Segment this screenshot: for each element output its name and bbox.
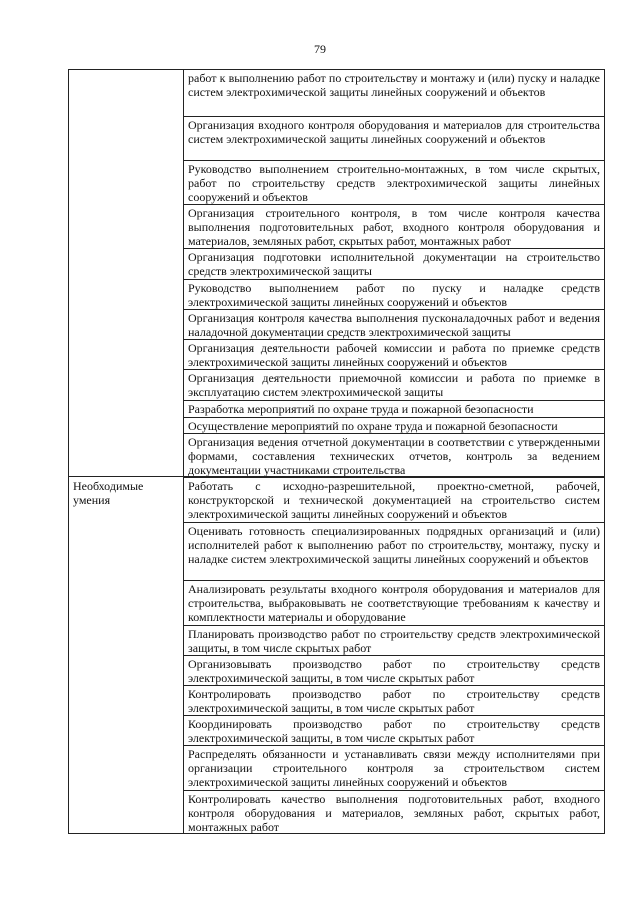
table-row: Организация деятельности приемочной комиссии и работа по приемке в эксплуатацию систем электрохимической защиты (184, 369, 604, 400)
table-row: Организация входного контроля оборудования и материалов для строительства систем электрохимической защиты линейных сооружений и объектов (184, 116, 604, 160)
table-row: Осуществление мероприятий по охране труда и пожарной безопасности (184, 417, 604, 433)
table-row: Анализировать результаты входного контроля оборудования и материалов для строительства, выбраковывать не соответствующие требованиям к качеству и комплектности материалы и оборудование (184, 580, 604, 625)
table-row: Распределять обязанности и устанавливать связи между исполнителями при организации строительного контроля за строительством систем электрохимической защиты линейных сооружений и объектов (184, 745, 604, 790)
section-label: Необходимые умения (73, 479, 144, 507)
table-row: Организация строительного контроля, в том числе контроля качества выполнения подготовительных работ, входного контроля оборудования и материалов, земляных работ, скрытых работ, монтажных работ (184, 204, 604, 248)
table-row: Организация деятельности рабочей комиссии и работа по приемке средств электрохимической защиты линейных сооружений и объектов (184, 339, 604, 369)
table-row: Руководство выполнением работ по пуску и наладке средств электрохимической защиты линейных сооружений и объектов (184, 279, 604, 309)
table-row: Контролировать качество выполнения подготовительных работ, входного контроля оборудования и материалов, земляных работ, скрытых работ, монтажных работ (184, 790, 604, 834)
table-row: Руководство выполнением строительно-монтажных, в том числе скрытых, работ по строительству средств электрохимической защиты линейных сооружений и объектов (184, 160, 604, 204)
table-row: Разработка мероприятий по охране труда и пожарной безопасности (184, 400, 604, 417)
table-row: Работать с исходно-разрешительной, проектно-сметной, рабочей, конструкторской и технической документацией на строительство систем электрохимической защиты линейных сооружений и объектов (184, 477, 604, 522)
competency-table (68, 69, 605, 834)
table-row: Контролировать производство работ по строительству средств электрохимической защиты, в том числе скрытых работ (184, 685, 604, 715)
table-row: работ к выполнению работ по строительству и монтажу и (или) пуску и наладке систем электрохимической защиты линейных сооружений и объектов (188, 71, 600, 100)
table-row: Организация контроля качества выполнения пусконаладочных работ и ведения наладочной документации средств электрохимической защиты (184, 309, 604, 339)
table-row: Организовывать производство работ по строительству средств электрохимической защиты, в том числе скрытых работ (184, 655, 604, 685)
page-number: 79 (314, 42, 326, 56)
table-row: Организация ведения отчетной документации в соответствии с утвержденными формами, составления технических отчетов, контроль за ведением документации участниками строительства (184, 433, 604, 477)
table-row: Оценивать готовность специализированных подрядных организаций и (или) исполнителей работ к выполнению работ по строительству, монтажу, пуску и наладке систем электрохимической защиты линейных сооружений и объектов (184, 522, 604, 580)
table-row: Организация подготовки исполнительной документации на строительство средств электрохимической защиты (184, 248, 604, 279)
table-row: Планировать производство работ по строительству средств электрохимической защиты, в том числе скрытых работ (184, 625, 604, 655)
table-row: Координировать производство работ по строительству средств электрохимической защиты, в том числе скрытых работ (184, 715, 604, 745)
